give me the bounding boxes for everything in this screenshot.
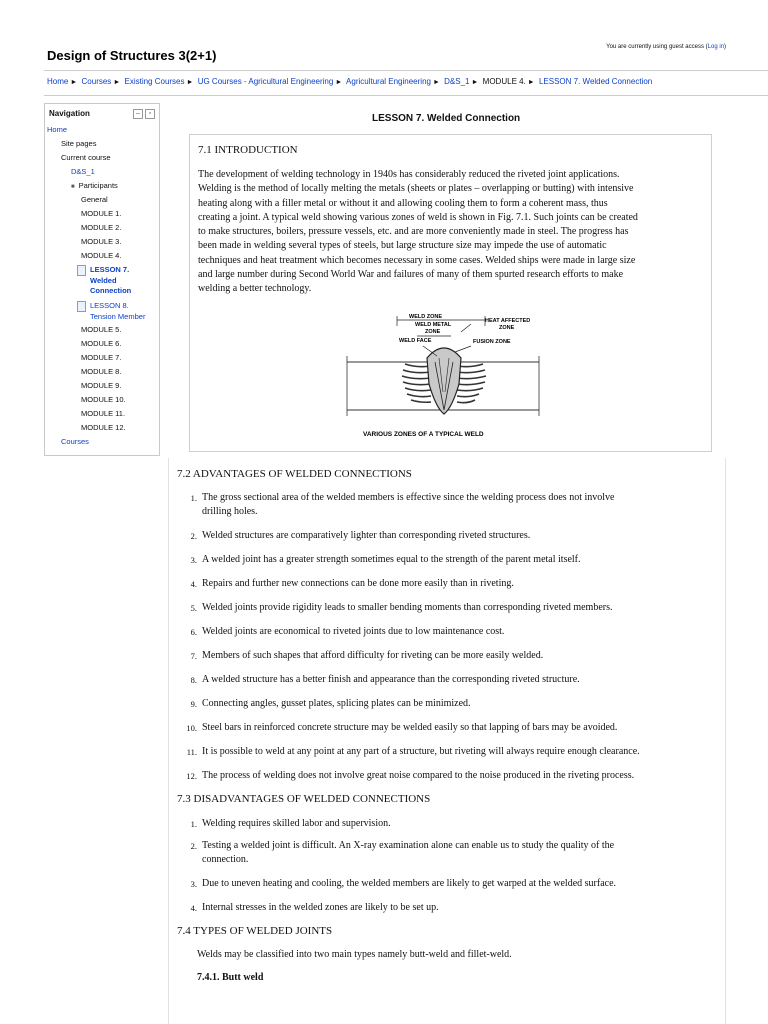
list-text: A welded joint has a greater strength sometimes equal to the strength of the parent metal itself.	[202, 554, 581, 565]
nav-lesson8-line: LESSON 8.	[90, 301, 129, 310]
list-number: 11.	[186, 747, 197, 757]
list-number: 8.	[190, 675, 197, 685]
list-number: 1.	[190, 819, 197, 829]
list-text: Steel bars in reinforced concrete structure may be welded easily so that lapping of bars may be avoided.	[202, 722, 618, 733]
breadcrumb-separator: ►	[471, 79, 479, 86]
navigation-block	[44, 103, 160, 456]
intro-line: heating along with a filler metal or without it and allowing cooling them to form a coherent mass, thus	[198, 197, 608, 209]
breadcrumb-separator: ►	[432, 79, 440, 86]
list-number: 6.	[190, 627, 197, 637]
section-heading: 7.3 DISADVANTAGES OF WELDED CONNECTIONS	[177, 793, 431, 805]
breadcrumb-separator: ►	[113, 79, 121, 86]
figure-label-heat-zone: ZONE	[499, 325, 515, 331]
nav-module[interactable]: MODULE 4.	[81, 251, 122, 260]
list-number: 2.	[190, 841, 197, 851]
list-text	[202, 839, 702, 867]
list-number: 4.	[190, 903, 197, 913]
list-number: 10.	[186, 723, 197, 733]
nav-module[interactable]: MODULE 9.	[81, 381, 122, 390]
lesson-body	[168, 458, 726, 1024]
list-text: Welded structures are comparatively lighter than corresponding riveted structures.	[202, 530, 531, 541]
weld-zones-figure	[339, 302, 547, 444]
list-text: Due to uneven heating and cooling, the welded members are likely to get warped at the welded surface.	[202, 878, 617, 889]
navigation-header: Navigation	[49, 109, 90, 118]
nav-lesson8-line: Tension Member	[90, 311, 146, 321]
nav-participants-label: Participants	[78, 181, 118, 190]
intro-line: Welding is the method of locally melting the metals (sheets or plates – overlapping or butting) with intensive	[198, 183, 634, 195]
intro-paragraph	[198, 168, 698, 297]
breadcrumb	[47, 77, 652, 86]
nav-module[interactable]: MODULE 7.	[81, 353, 122, 362]
page-icon	[77, 301, 86, 312]
list-text: Connecting angles, gusset plates, splicing plates can be minimized.	[202, 698, 471, 709]
list-text: A welded structure has a better finish and appearance than the corresponding riveted structure.	[202, 674, 580, 685]
list-number: 7.	[190, 651, 197, 661]
nav-general[interactable]: General	[81, 195, 108, 204]
subsection-heading: 7.4.1. Butt weld	[197, 972, 264, 983]
nav-module[interactable]: MODULE 2.	[81, 223, 122, 232]
nav-lesson7-line: Welded	[90, 275, 117, 285]
breadcrumb-agricultural-engineering[interactable]: Agricultural Engineering	[346, 77, 431, 86]
breadcrumb-separator: ►	[527, 79, 535, 86]
nav-module[interactable]: MODULE 3.	[81, 237, 122, 246]
hide-block-icon[interactable]: ▫	[145, 109, 155, 119]
breadcrumb-course[interactable]: D&S_1	[444, 77, 470, 86]
nav-module[interactable]: MODULE 8.	[81, 367, 122, 376]
intro-line: been made in welding several types of steels, but large structure size may impede the use of automatic	[198, 240, 607, 252]
breadcrumb-courses[interactable]: Courses	[81, 77, 112, 86]
login-text: You are currently using guest access	[606, 44, 704, 50]
list-text	[202, 491, 702, 519]
page-title: LESSON 7. Welded Connection	[372, 113, 521, 124]
page-header	[0, 0, 768, 70]
breadcrumb-separator: ►	[70, 79, 78, 86]
types-paragraph: Welds may be classified into two main types namely butt-weld and fillet-weld.	[197, 949, 512, 960]
list-number: 3.	[190, 555, 197, 565]
breadcrumb-ug-courses[interactable]: UG Courses - Agricultural Engineering	[197, 77, 334, 86]
list-text: Members of such shapes that afford difficulty for riveting can be more easily welded.	[202, 650, 544, 661]
page-icon	[77, 265, 86, 276]
figure-label-zone: ZONE	[425, 329, 441, 335]
list-line: connection.	[202, 854, 249, 865]
intro-line: The development of welding technology in 1940s has considerably reduced the riveted joint applications.	[198, 169, 620, 180]
navbar	[44, 70, 768, 96]
nav-module[interactable]: MODULE 6.	[81, 339, 122, 348]
list-number: 12.	[186, 771, 197, 781]
nav-module[interactable]: MODULE 12.	[81, 423, 126, 432]
site-title: Design of Structures 3(2+1)	[47, 48, 217, 63]
list-text: Repairs and further new connections can be done more easily than in riveting.	[202, 578, 514, 589]
nav-module[interactable]: MODULE 5.	[81, 325, 122, 334]
list-number: 2.	[190, 531, 197, 541]
intro-line: creating a joint. A typical weld showing various zones of weld is shown in Fig. 7.1. Such joints can be created	[198, 211, 638, 223]
nav-module[interactable]: MODULE 1.	[81, 209, 122, 218]
list-number: 1.	[190, 493, 197, 503]
list-line: drilling holes.	[202, 506, 258, 517]
breadcrumb-home[interactable]: Home	[47, 77, 69, 86]
figure-label-weld-zone: WELD ZONE	[409, 314, 442, 320]
section-heading: 7.1 INTRODUCTION	[198, 144, 298, 156]
breadcrumb-lesson[interactable]: LESSON 7. Welded Connection	[538, 77, 653, 86]
list-line: Testing a welded joint is difficult. An X-ray examination alone can enable us to study the quality of the	[202, 840, 615, 851]
nav-lesson7[interactable]	[77, 265, 131, 297]
nav-lesson8[interactable]	[77, 301, 145, 322]
intro-line: and large number during Second World War and failures of many of them spurted research efforts to make	[198, 269, 624, 281]
nav-site-pages[interactable]: Site pages	[61, 139, 97, 148]
list-text: Welded joints provide rigidity leads to smaller bending moments than corresponding riveted members.	[202, 602, 613, 613]
breadcrumb-separator: ►	[186, 79, 194, 86]
nav-participants[interactable]	[71, 181, 118, 190]
dock-icon[interactable]: –	[133, 109, 143, 119]
list-number: 3.	[190, 879, 197, 889]
intro-line: techniques and heat treatment which becomes necessary in some cases. Welded ships were made in large size	[198, 254, 636, 266]
list-number: 9.	[190, 699, 197, 709]
list-text: It is possible to weld at any point at any part of a structure, but riveting will always require enough clearance.	[202, 746, 640, 757]
list-text: Welded joints are economical to riveted joints due to low maintenance cost.	[202, 626, 505, 637]
figure-label-weld-metal: WELD METAL	[415, 322, 452, 328]
bullet-icon: ■	[71, 184, 75, 190]
list-text: Internal stresses in the welded zones are likely to be set up.	[202, 902, 439, 913]
breadcrumb-existing-courses[interactable]: Existing Courses	[124, 77, 185, 86]
figure-caption: VARIOUS ZONES OF A TYPICAL WELD	[363, 431, 484, 438]
list-line: The gross sectional area of the welded members is effective since the welding process does not involve	[202, 492, 615, 503]
figure-label-fusion-zone: FUSION ZONE	[473, 339, 511, 345]
intro-line: welding a better technology.	[198, 283, 312, 295]
section-heading: 7.4 TYPES OF WELDED JOINTS	[177, 925, 333, 937]
nav-current-course[interactable]: Current course	[61, 153, 111, 162]
nav-course[interactable]: D&S_1	[71, 167, 95, 176]
nav-module[interactable]: MODULE 10.	[81, 395, 126, 404]
list-text: Welding requires skilled labor and supervision.	[202, 818, 391, 829]
figure-label-weld-face: WELD FACE	[399, 338, 432, 344]
login-info: You are currently using guest access (Log in)	[606, 44, 726, 50]
list-number: 5.	[190, 603, 197, 613]
figure-label-heat-affected: HEAT AFFECTED	[485, 318, 531, 324]
nav-courses[interactable]: Courses	[61, 437, 89, 446]
login-link[interactable]: Log in	[707, 44, 724, 50]
list-text: The process of welding does not involve great noise compared to the noise produced in the riveting process.	[202, 770, 635, 781]
breadcrumb-separator: ►	[335, 79, 343, 86]
nav-lesson7-line: Connection	[90, 286, 132, 295]
nav-module[interactable]: MODULE 11.	[81, 409, 126, 418]
breadcrumb-module: MODULE 4.	[482, 77, 526, 86]
section-heading: 7.2 ADVANTAGES OF WELDED CONNECTIONS	[177, 468, 412, 480]
nav-lesson7-line: LESSON 7.	[90, 265, 130, 274]
nav-home[interactable]: Home	[47, 125, 68, 134]
intro-line: to make structures, boilers, pressure vessels, etc. and are more conveniently made in steel. The progress has	[198, 226, 629, 238]
list-number: 4.	[190, 579, 197, 589]
intro-box	[189, 134, 712, 452]
